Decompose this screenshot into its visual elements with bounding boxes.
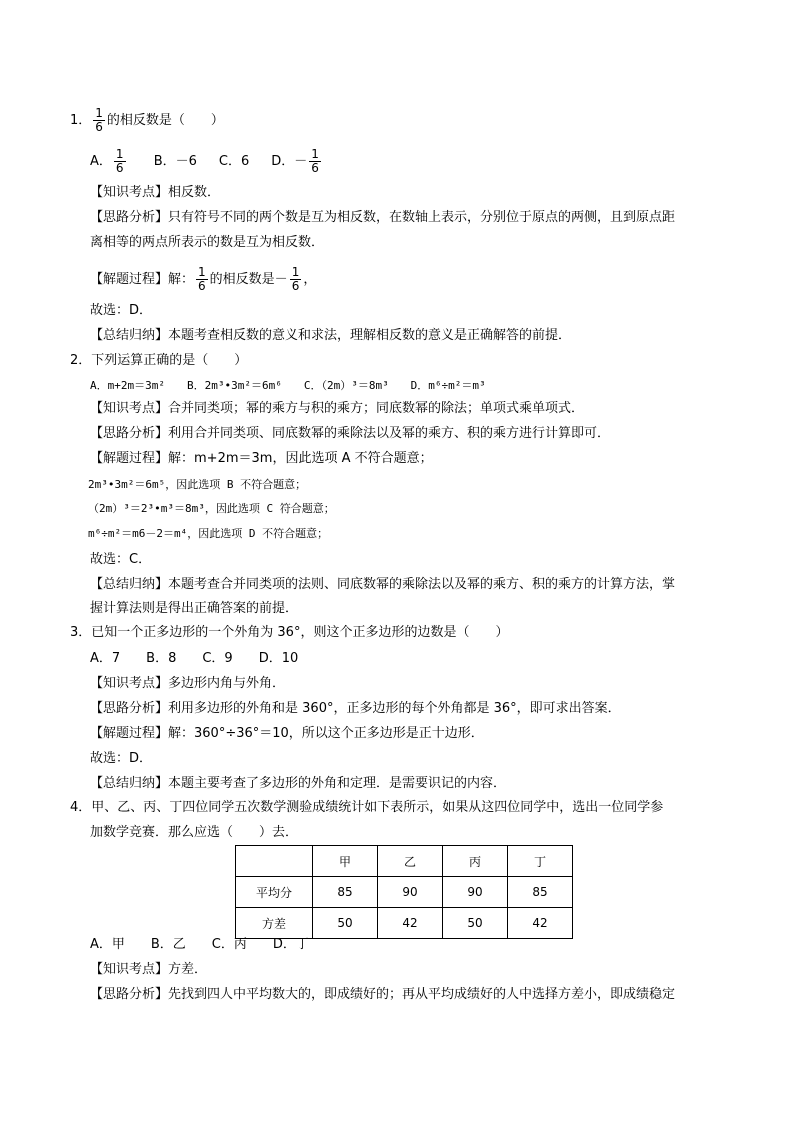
table-cell [236,846,313,877]
table-cell: 42 [378,908,443,939]
table-cell: 方差 [236,908,313,939]
table-cell: 90 [378,877,443,908]
fraction: $\frac{1}{6}$ [95,106,103,134]
table-cell: 50 [313,908,378,939]
table-cell: 丙 [443,846,508,877]
q2-answer: 故选：C． [90,552,152,567]
table-header-row [236,846,573,877]
table-cell: 85 [508,877,573,908]
table-cell: 丁 [508,846,573,877]
q2-solution-line4: m⁶÷m²＝m6－2＝m⁴，因此选项 D 不符合题意； [88,527,329,540]
q2-summary-cont: 握计算法则是得出正确答案的前提． [90,601,299,616]
table-cell: 乙 [378,846,443,877]
q1-analysis-cont: 离相等的两点所表示的数是互为相反数． [90,235,325,250]
table-cell: 90 [443,877,508,908]
table-row [236,908,573,939]
q1-stem: 1． $\frac{1}{6}$ 的相反数是（ ） [70,106,224,134]
q2-solution: 【解题过程】解：m+2m＝3m，因此选项 A 不符合题意； [90,451,433,466]
q2-solution-line2: 2m³•3m²＝6m⁵，因此选项 B 不符合题意； [88,478,307,491]
q3-solution: 【解题过程】解：360°÷36°＝10，所以这个正多边形是正十边形． [90,726,484,741]
q1-summary: 【总结归纳】本题考查相反数的意义和求法，理解相反数的意义是正确解答的前提． [90,328,572,343]
q2-knowledge: 【知识考点】合并同类项；幂的乘方与积的乘方；同底数幂的除法；单项式乘单项式． [90,401,585,416]
fraction: $\frac{1}{6}$ [291,265,300,293]
q4-knowledge: 【知识考点】方差． [90,962,208,977]
fraction: $\frac{1}{6}$ [198,265,206,293]
q4-stem-cont: 加数学竞赛．那么应选（ ）去． [90,825,299,840]
q2-analysis: 【思路分析】利用合并同类项、同底数幂的乘除法以及幂的乘方、积的乘方进行计算即可． [90,426,611,441]
table-cell: 42 [508,908,573,939]
table-cell: 50 [443,908,508,939]
q1-answer: 故选：D． [90,303,153,318]
q4-analysis: 【思路分析】先找到四人中平均数大的，即成绩好的；再从平均成绩好的人中选择方差小，即成绩稳定 [90,987,676,1002]
q3-analysis: 【思路分析】利用多边形的外角和是 360°，正多边形的每个外角都是 36°，即可求出答案． [90,701,621,716]
q2-options: A．m+2m＝3m² B．2m³•3m²＝6m⁶ C．（2m）³＝8m³ D．m⁶÷m²＝m³ [90,379,486,392]
q3-stem: 3．已知一个正多边形的一个外角为 36°，则这个正多边形的边数是（ ） [70,625,509,640]
q1-analysis: 【思路分析】只有符号不同的两个数是互为相反数，在数轴上表示，分别位于原点的两侧，且到原点距 [90,210,676,225]
q3-answer: 故选：D． [90,751,153,766]
q1-options: A． $\frac{1}{6}$ B．－6 C．6 D．－ $\frac{1}{6}$ [90,147,319,175]
q3-knowledge: 【知识考点】多边形内角与外角． [90,676,286,691]
q2-summary: 【总结归纳】本题考查合并同类项的法则、同底数幂的乘除法以及幂的乘方、积的乘方的计算方法，掌 [90,577,676,592]
score-table [235,845,573,939]
table-cell: 85 [313,877,378,908]
q1-knowledge: 【知识考点】相反数． [90,185,221,200]
fraction: $\frac{1}{6}$ [115,147,124,175]
q2-stem: 2．下列运算正确的是（ ） [70,353,248,368]
q2-solution-line3: （2m）³＝2³•m³＝8m³，因此选项 C 符合题意； [88,502,335,515]
table-cell: 平均分 [236,877,313,908]
q3-options: A．7 B．8 C．9 D．10 [90,651,299,666]
q4-stem: 4．甲、乙、丙、丁四位同学五次数学测验成绩统计如下表所示，如果从这四位同学中，选出一位同学参 [70,800,664,815]
table-cell: 甲 [313,846,378,877]
q4-options: A．甲 B．乙 C．丙 D．丁 [90,937,309,952]
q1-solution: 【解题过程】解： $\frac{1}{6}$ 的相反数是－ $\frac{1}{6}$ ， [90,265,317,293]
q3-summary: 【总结归纳】本题主要考查了多边形的外角和定理．是需要识记的内容． [90,776,507,791]
table-row [236,877,573,908]
fraction: $\frac{1}{6}$ [311,147,319,175]
